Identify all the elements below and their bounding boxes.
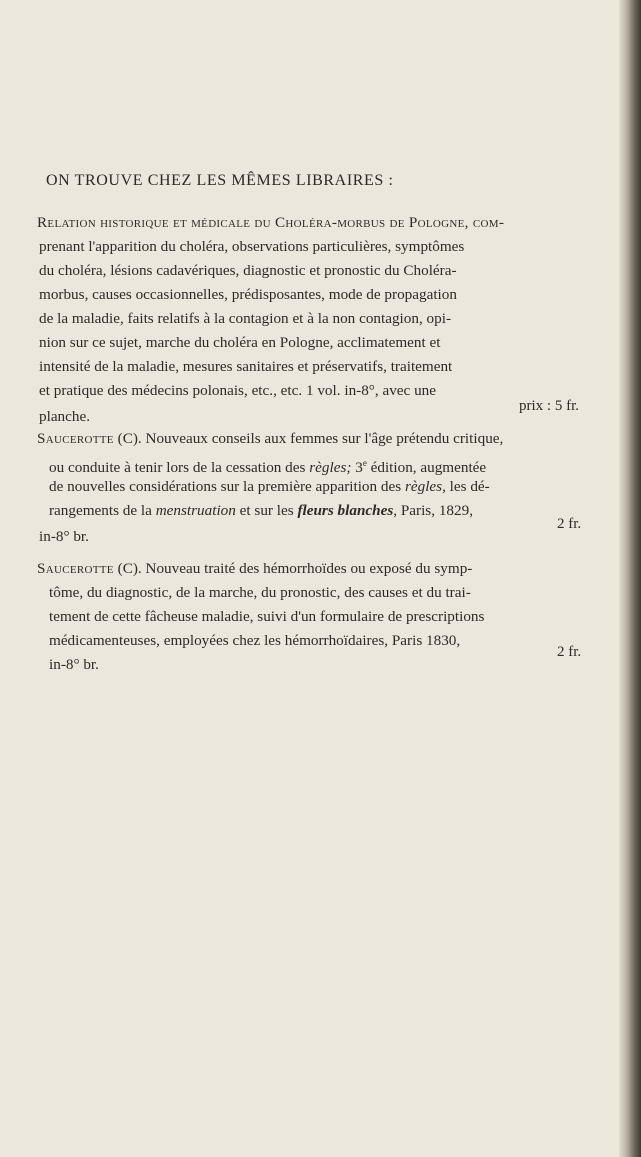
entry-lead: Relation	[37, 214, 96, 231]
entry-line: médicamenteuses, employées chez les hémorrhoïdaires, Paris 1830,	[49, 632, 461, 649]
entry-lead: Saucerotte	[37, 560, 114, 577]
entry-line: de la maladie, faits relatifs à la contagion et à la non contagion, opi-	[39, 310, 452, 327]
entry-line-rest: (C). Nouveau traité des hémorrhoïdes ou exposé du symp-	[113, 560, 473, 577]
entry-line: prenant l'apparition du choléra, observations particulières, symptômes	[39, 238, 465, 255]
page-binding-edge	[619, 0, 641, 1157]
entry-line: planche.	[39, 408, 91, 425]
entry-line	[37, 558, 472, 580]
entry-price: 2 fr.	[557, 516, 582, 532]
entry-line: tôme, du diagnostic, de la marche, du pronostic, des causes et du trai-	[49, 584, 471, 601]
entry-price: prix : 5 fr.	[519, 398, 579, 414]
entry-line: ou conduite à tenir lors de la cessation des règles; 3e édition, augmentée	[49, 458, 487, 477]
entry-lead: Saucerotte	[37, 430, 114, 447]
entry-line: in-8° br.	[49, 656, 99, 673]
entry-line-rest: historique et médicale du Choléra-morbus de Pologne, com-	[95, 214, 505, 231]
entry-price: 2 fr.	[557, 644, 582, 660]
entry-line: rangements de la menstruation et sur les fleurs blanches, Paris, 1829,	[49, 502, 473, 519]
entry-line: tement de cette fâcheuse maladie, suivi d'un formulaire de prescriptions	[49, 608, 485, 625]
entry-line-rest: (C). Nouveaux conseils aux femmes sur l'âge prétendu critique,	[113, 430, 504, 447]
entry-line: in-8° br.	[39, 528, 89, 545]
entry-line: et pratique des médecins polonais, etc., etc. 1 vol. in-8°, avec une	[39, 382, 437, 399]
entry-line: du choléra, lésions cadavériques, diagnostic et pronostic du Choléra-	[39, 262, 457, 279]
entry-line: morbus, causes occasionnelles, prédisposantes, mode de propagation	[39, 286, 457, 303]
entry-line	[37, 428, 503, 450]
entry-line: de nouvelles considérations sur la première apparition des règles, les dé-	[49, 478, 490, 495]
entry-line	[37, 212, 504, 234]
entry-line: nion sur ce sujet, marche du choléra en Pologne, acclimatement et	[39, 334, 441, 351]
page-heading: ON TROUVE CHEZ LES MÊMES LIBRAIRES :	[46, 172, 394, 189]
entry-line: intensité de la maladie, mesures sanitaires et préservatifs, traitement	[39, 358, 453, 375]
